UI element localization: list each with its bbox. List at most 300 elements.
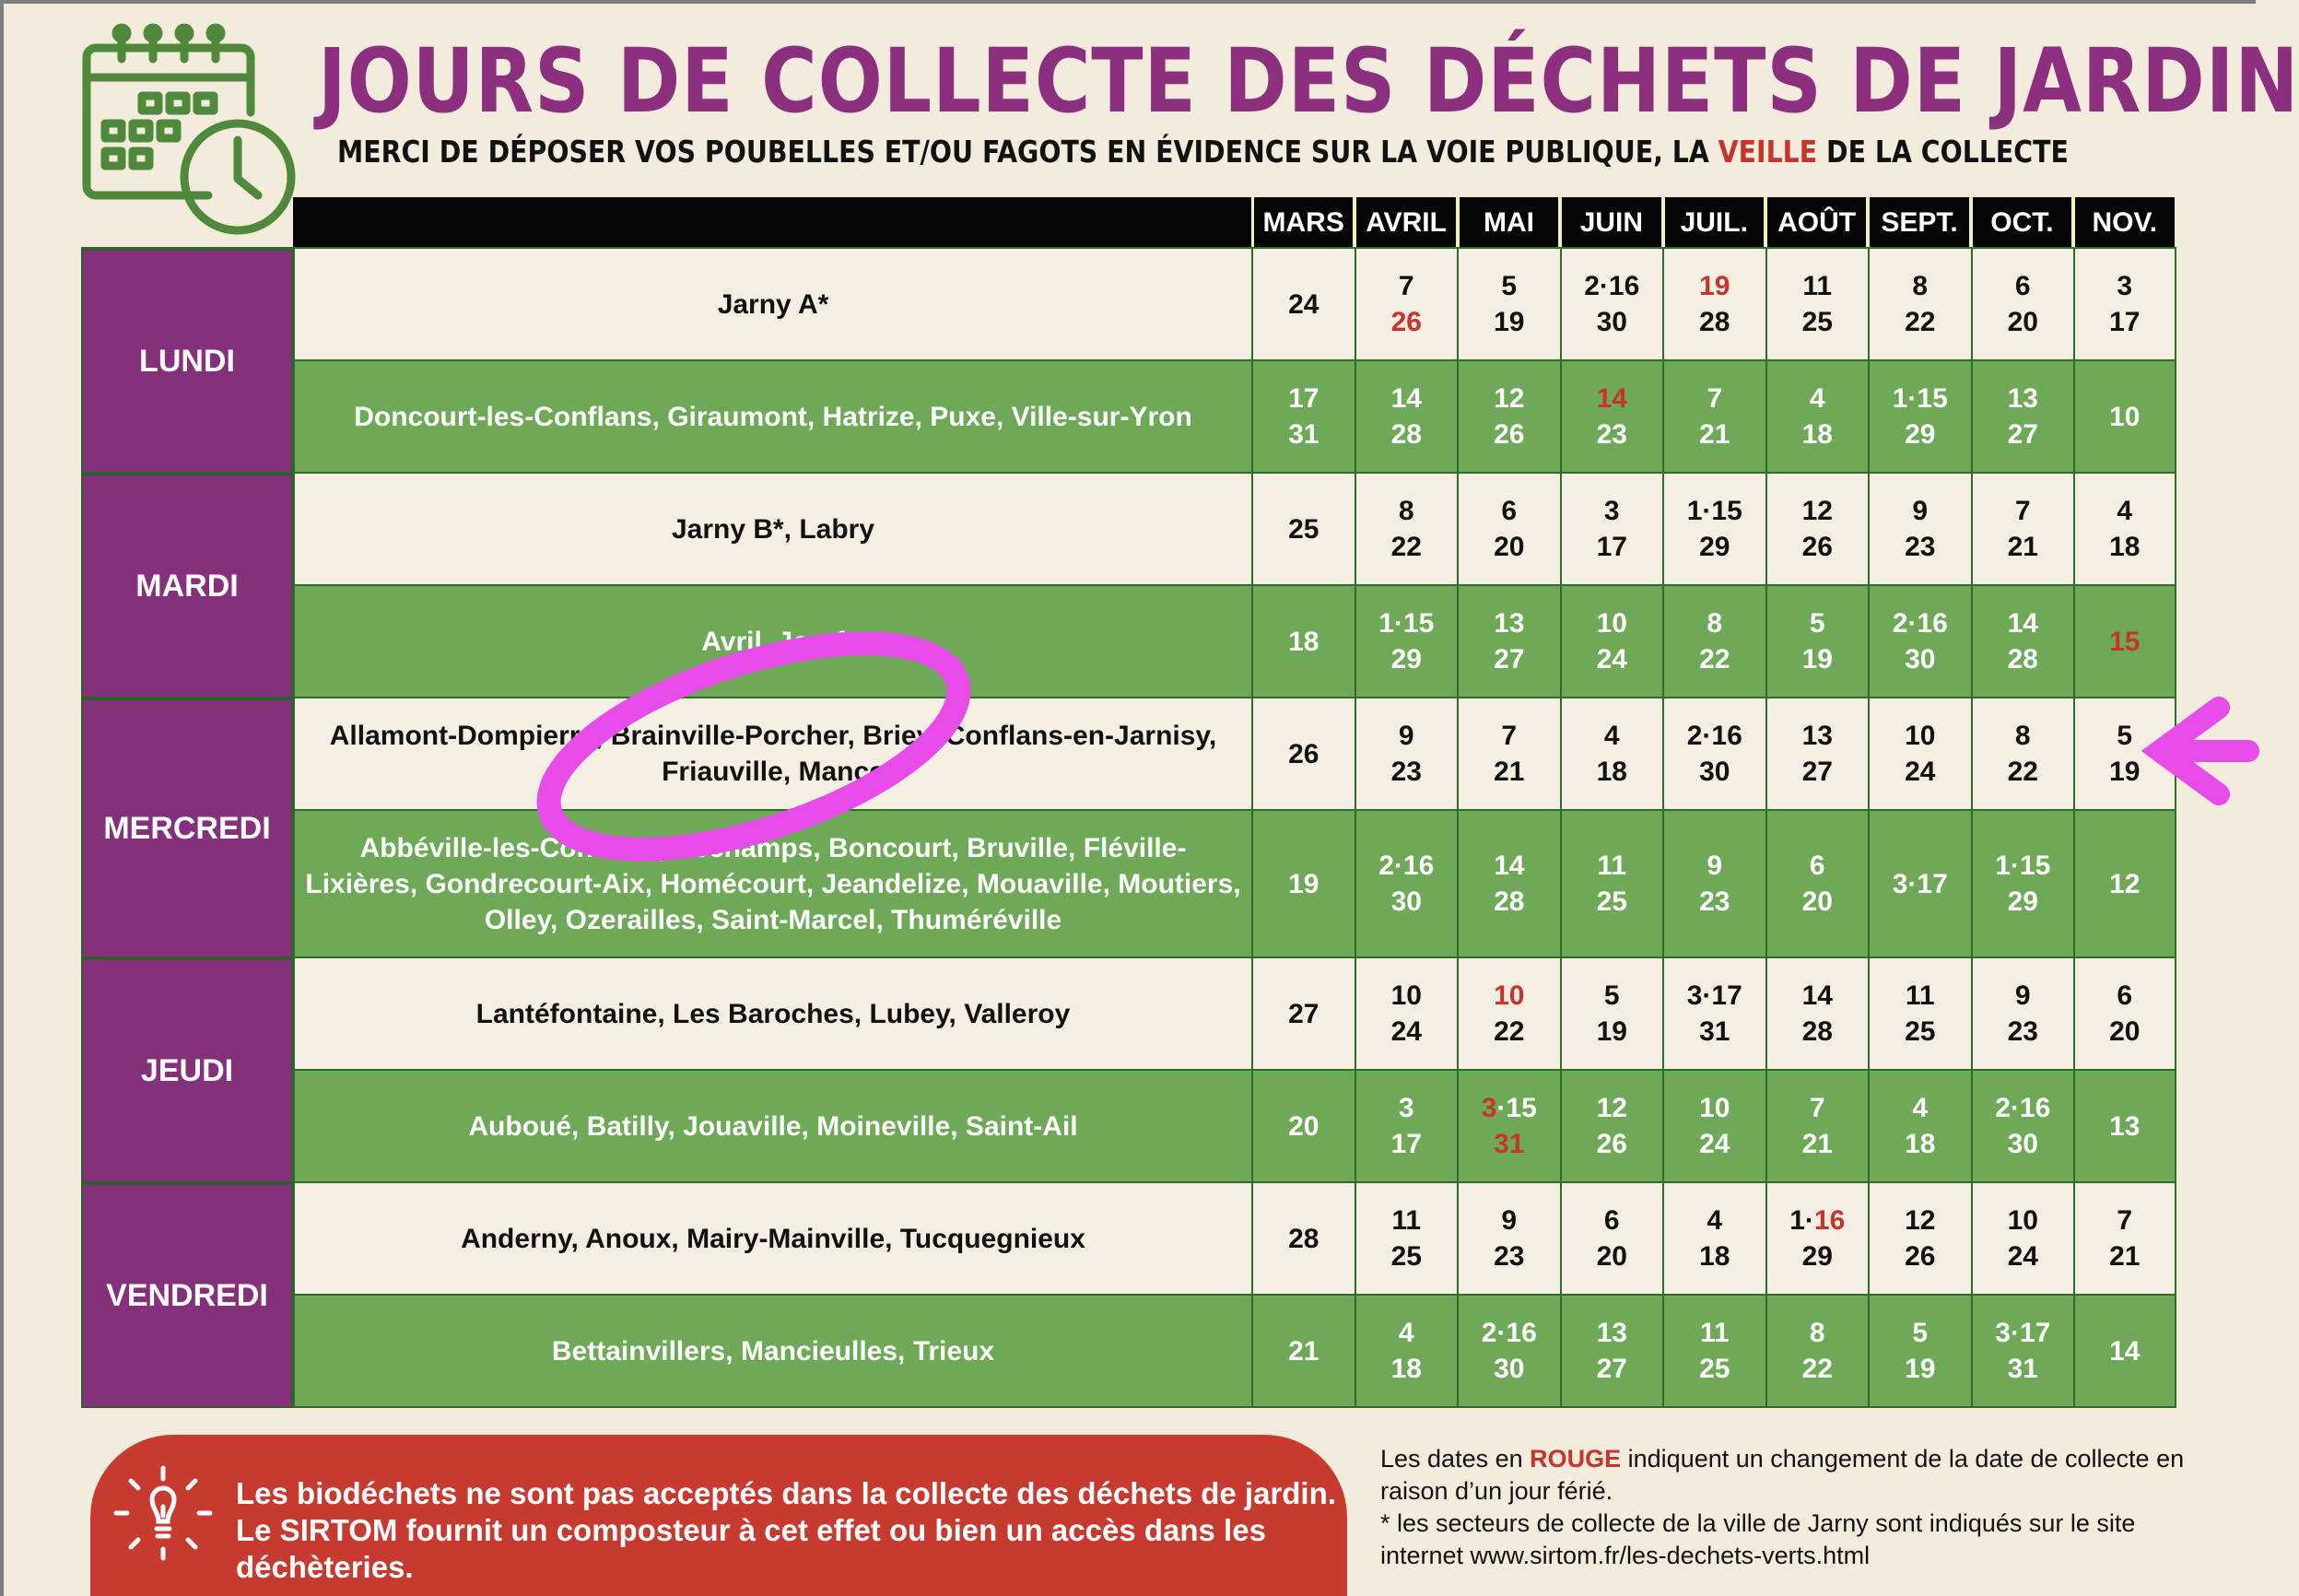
date-cell <box>1662 586 1765 697</box>
date-value: 7 <box>1501 721 1518 751</box>
date-cell <box>1868 249 1971 359</box>
date-value: 1·15 <box>1686 496 1742 526</box>
date-cell <box>1662 958 1765 1069</box>
date-value: 22 <box>1905 307 1936 337</box>
date-value: 4 <box>1912 1093 1929 1123</box>
date-value: 8 <box>1707 608 1723 639</box>
date-cell <box>1868 1183 1971 1294</box>
date-value: 19 <box>1699 271 1730 301</box>
date-value: 7 <box>1809 1093 1825 1123</box>
date-value: 23 <box>1390 757 1422 787</box>
date-cell <box>1251 1071 1355 1181</box>
date-cell <box>1765 474 1869 584</box>
date-value: 30 <box>1905 644 1936 675</box>
date-value: 4 <box>1809 383 1825 414</box>
date-cell <box>1868 698 1971 809</box>
date-value: 17 <box>1288 383 1320 414</box>
month-header-0: MARS <box>1251 197 1354 248</box>
date-value: 10 <box>1390 980 1422 1011</box>
date-value: 19 <box>1801 644 1833 675</box>
date-cell <box>2073 361 2176 472</box>
date-value: 24 <box>1288 288 1320 320</box>
commune-list: Lantéfontaine, Les Baroches, Lubey, Valleroy <box>293 958 1251 1069</box>
date-cell <box>1251 958 1355 1069</box>
date-cell <box>1251 698 1355 809</box>
date-value: 11 <box>1391 1205 1422 1236</box>
date-value: 3 <box>1398 1093 1414 1123</box>
date-cell <box>1765 1071 1869 1181</box>
date-cell <box>2073 811 2176 956</box>
date-cell <box>1868 361 1971 472</box>
subtitle-text: MERCI DE DÉPOSER VOS POUBELLES ET/OU FAGOTS EN ÉVIDENCE SUR LA VOIE PUBLIQUE, LA <box>337 134 1718 170</box>
date-value: 5 <box>2117 721 2133 751</box>
date-value: 17 <box>1390 1129 1422 1159</box>
calendar-clock-icon <box>77 20 299 241</box>
date-value: 20 <box>1288 1110 1320 1142</box>
date-cell <box>1662 361 1765 472</box>
date-cell <box>1251 361 1355 472</box>
table-row <box>293 958 2176 1071</box>
date-value: 4 <box>1707 1205 1723 1236</box>
date-cell <box>1457 1296 1560 1406</box>
date-value: 26 <box>1288 738 1320 769</box>
month-headers <box>1251 197 2176 248</box>
notice-text: Les biodéchets ne sont pas acceptés dans la collecte des déchets de jardin. Le SIRTOM fournit un composteur à cet effet ou bien un accès dans les déchèteries. <box>236 1476 1336 1584</box>
date-value: 28 <box>1699 307 1730 337</box>
date-value: 30 <box>1494 1354 1525 1384</box>
date-cell <box>1765 698 1869 809</box>
date-value: 24 <box>1390 1016 1422 1047</box>
date-value: 1·16 <box>1789 1205 1846 1236</box>
date-value: 10 <box>1905 721 1936 751</box>
date-cell <box>1868 1296 1971 1406</box>
date-value: 11 <box>1597 851 1627 881</box>
date-cell <box>1355 586 1458 697</box>
date-value: 5 <box>1603 980 1620 1011</box>
date-cell <box>2073 698 2176 809</box>
date-value: 6 <box>2117 980 2133 1011</box>
date-value: 22 <box>1390 532 1422 562</box>
date-value: 2·16 <box>1686 721 1742 751</box>
date-value: 14 <box>1596 383 1627 414</box>
subtitle-text-end: DE LA COLLECTE <box>1817 134 2069 170</box>
date-value: 7 <box>2014 496 2031 526</box>
commune-list: Avril, Jœuf <box>293 586 1251 697</box>
date-value: 18 <box>1905 1129 1936 1159</box>
footnote <box>1380 1443 2191 1572</box>
date-value: 17 <box>2109 307 2141 337</box>
date-value: 2·16 <box>1892 608 1948 639</box>
date-value: 27 <box>1494 644 1525 675</box>
date-cell <box>2073 249 2176 359</box>
date-cell <box>1765 958 1869 1069</box>
date-cell <box>1560 586 1663 697</box>
commune-list: Doncourt-les-Conflans, Giraumont, Hatrize, Puxe, Ville-sur-Yron <box>293 361 1251 472</box>
date-cell <box>1971 1296 2074 1406</box>
date-value: 5 <box>1912 1318 1929 1348</box>
date-value: 28 <box>1801 1016 1833 1047</box>
date-value: 26 <box>1390 307 1422 337</box>
date-value: 23 <box>1494 1241 1525 1272</box>
date-cell <box>1662 1071 1765 1181</box>
biodechets-notice <box>90 1435 1347 1596</box>
date-value: 21 <box>2109 1241 2141 1272</box>
date-value: 31 <box>1494 1129 1525 1159</box>
date-cell <box>1251 1183 1355 1294</box>
date-value: 24 <box>1699 1129 1730 1159</box>
date-value: 3·17 <box>1995 1318 2051 1348</box>
date-value: 26 <box>1801 532 1833 562</box>
date-value: 2·16 <box>1584 271 1640 301</box>
date-cell <box>1457 586 1560 697</box>
date-value: 11 <box>1905 980 1935 1011</box>
subtitle-highlight: VEILLE <box>1718 134 1818 170</box>
date-cell <box>1560 249 1663 359</box>
commune-list: Anderny, Anoux, Mairy-Mainville, Tucquegnieux <box>293 1183 1251 1294</box>
date-value: 2·16 <box>1995 1093 2051 1123</box>
date-cell <box>2073 1071 2176 1181</box>
date-value: 6 <box>1603 1205 1620 1236</box>
date-value: 3 <box>1603 496 1620 526</box>
footnote-highlight: ROUGE <box>1530 1445 1622 1473</box>
date-cell <box>1251 811 1355 956</box>
collection-table <box>293 249 2176 1408</box>
date-value: 20 <box>1494 532 1525 562</box>
date-value: 7 <box>1398 271 1414 301</box>
date-cell <box>1251 249 1355 359</box>
date-value: 6 <box>2014 271 2031 301</box>
date-value: 25 <box>1390 1241 1422 1272</box>
date-cell <box>1457 361 1560 472</box>
date-cell <box>1560 958 1663 1069</box>
date-cell <box>1355 958 1458 1069</box>
date-value: 12 <box>1494 383 1525 414</box>
lightbulb-icon <box>111 1462 212 1564</box>
footnote-red-dates <box>1380 1443 2191 1508</box>
date-value: 29 <box>1390 644 1422 675</box>
date-cell <box>2073 474 2176 584</box>
day-label-lundi: LUNDI <box>81 249 293 474</box>
date-value: 8 <box>1398 496 1414 526</box>
date-value: 11 <box>1802 271 1833 301</box>
date-cell <box>1355 698 1458 809</box>
date-value: 28 <box>1390 419 1422 450</box>
table-row <box>293 586 2176 698</box>
date-value: 9 <box>1707 851 1723 881</box>
date-value: 15 <box>2109 626 2141 657</box>
date-value: 27 <box>1288 998 1320 1029</box>
date-cell <box>1971 811 2074 956</box>
date-value: 8 <box>1912 271 1929 301</box>
month-header-5: AOÛT <box>1765 197 1867 248</box>
date-value: 21 <box>1288 1335 1320 1367</box>
date-cell <box>1765 1183 1869 1294</box>
date-value: 21 <box>1494 757 1525 787</box>
date-value: 28 <box>1288 1223 1320 1254</box>
date-value: 14 <box>2109 1335 2141 1367</box>
date-cell <box>1662 1296 1765 1406</box>
date-value: 10 <box>2109 401 2141 432</box>
month-header-1: AVRIL <box>1354 197 1456 248</box>
date-cell <box>2073 958 2176 1069</box>
date-cell <box>1662 249 1765 359</box>
date-value: 2·16 <box>1378 851 1435 881</box>
page-subtitle <box>337 131 2069 173</box>
date-cell <box>1662 698 1765 809</box>
date-value: 8 <box>1809 1318 1825 1348</box>
date-value: 30 <box>1699 757 1730 787</box>
date-value: 31 <box>2007 1354 2038 1384</box>
date-value: 26 <box>1596 1129 1627 1159</box>
date-cell <box>1765 586 1869 697</box>
date-cell <box>1971 586 2074 697</box>
date-value: 18 <box>1801 419 1833 450</box>
date-value: 29 <box>1801 1241 1833 1272</box>
commune-list: Abbéville-les-Conflans, Béchamps, Boncourt, Bruville, Fléville-Lixières, Gondrecourt-Aix, Homécourt, Jeandelize, Mouaville, Moutiers, Olley, Ozerailles, Saint-Marcel, Thuméréville <box>293 811 1251 956</box>
date-cell <box>1560 811 1663 956</box>
date-cell <box>1457 1183 1560 1294</box>
commune-list: Jarny A* <box>293 249 1251 359</box>
date-cell <box>1355 474 1458 584</box>
date-value: 19 <box>1905 1354 1936 1384</box>
date-cell <box>1971 1183 2074 1294</box>
date-cell <box>1971 361 2074 472</box>
date-value: 5 <box>1501 271 1518 301</box>
date-value: 12 <box>1801 496 1833 526</box>
table-row <box>293 811 2176 958</box>
date-cell <box>1457 811 1560 956</box>
date-cell <box>1560 474 1663 584</box>
frame-border-top <box>0 0 2256 4</box>
date-cell <box>1457 249 1560 359</box>
date-cell <box>1355 1071 1458 1181</box>
date-value: 23 <box>1905 532 1936 562</box>
date-value: 14 <box>2007 608 2038 639</box>
date-value: 26 <box>1905 1241 1936 1272</box>
date-value: 10 <box>1596 608 1627 639</box>
date-value: 29 <box>1699 532 1730 562</box>
date-value: 22 <box>2007 757 2038 787</box>
date-value: 9 <box>1501 1205 1518 1236</box>
frame-border-left <box>0 0 4 1596</box>
table-row <box>293 249 2176 361</box>
month-header-4: JUIL. <box>1662 197 1765 248</box>
date-cell <box>1971 958 2074 1069</box>
date-value: 25 <box>1905 1016 1936 1047</box>
date-cell <box>1765 1296 1869 1406</box>
day-label-mercredi: MERCREDI <box>81 698 293 958</box>
date-value: 3·15 <box>1481 1093 1537 1123</box>
date-cell <box>1765 249 1869 359</box>
date-value: 27 <box>1596 1354 1627 1384</box>
table-row <box>293 1296 2176 1408</box>
date-value: 28 <box>1494 886 1525 917</box>
date-value: 17 <box>1596 532 1627 562</box>
date-cell <box>1662 811 1765 956</box>
commune-list: Jarny B*, Labry <box>293 474 1251 584</box>
date-value: 13 <box>1596 1318 1627 1348</box>
date-value: 12 <box>2109 868 2141 899</box>
date-cell <box>1355 1183 1458 1294</box>
date-cell <box>1971 249 2074 359</box>
date-value: 18 <box>1390 1354 1422 1384</box>
date-value: 21 <box>2007 532 2038 562</box>
date-value: 5 <box>1809 608 1825 639</box>
date-value: 10 <box>2007 1205 2038 1236</box>
date-value: 7 <box>1707 383 1723 414</box>
table-row <box>293 474 2176 586</box>
date-cell <box>1457 698 1560 809</box>
date-value: 18 <box>1288 626 1320 657</box>
date-cell <box>1662 474 1765 584</box>
date-value: 10 <box>1494 980 1525 1011</box>
month-header-8: NOV. <box>2072 197 2175 248</box>
date-value: 11 <box>1699 1318 1730 1348</box>
date-value: 13 <box>1801 721 1833 751</box>
table-row <box>293 1071 2176 1183</box>
date-value: 23 <box>1596 419 1627 450</box>
date-value: 19 <box>1494 307 1525 337</box>
date-cell <box>1868 586 1971 697</box>
date-value: 18 <box>2109 532 2141 562</box>
day-label-jeudi: JEUDI <box>81 958 293 1183</box>
date-value: 27 <box>1801 757 1833 787</box>
month-header-3: JUIN <box>1559 197 1661 248</box>
date-cell <box>2073 1183 2176 1294</box>
commune-list: Bettainvillers, Mancieulles, Trieux <box>293 1296 1251 1406</box>
date-value: 14 <box>1801 980 1833 1011</box>
date-cell <box>1765 811 1869 956</box>
date-value: 25 <box>1801 307 1833 337</box>
page-title: JOURS DE COLLECTE DES DÉCHETS DE JARDIN <box>318 29 2299 133</box>
footnote-text-end: indiquent un changement de la date de collecte en raison d’un jour férié. <box>1380 1445 2185 1505</box>
date-value: 31 <box>1288 419 1320 450</box>
date-cell <box>1457 958 1560 1069</box>
date-cell <box>1971 1071 2074 1181</box>
date-value: 9 <box>1398 721 1414 751</box>
date-value: 13 <box>2007 383 2038 414</box>
date-cell <box>1560 1296 1663 1406</box>
date-value: 3·17 <box>1892 868 1948 899</box>
date-value: 9 <box>2014 980 2031 1011</box>
footnote-jarny: * les secteurs de collecte de la ville de Jarny sont indiqués sur le site internet www.sirtom.fr/les-dechets-verts.html <box>1380 1509 2136 1569</box>
footnote-text: Les dates en <box>1380 1445 1531 1473</box>
table-row <box>293 1183 2176 1296</box>
date-value: 12 <box>1596 1093 1627 1123</box>
date-value: 13 <box>2109 1110 2141 1142</box>
date-value: 29 <box>1905 419 1936 450</box>
date-cell <box>1457 1071 1560 1181</box>
date-cell <box>1560 1183 1663 1294</box>
date-value: 24 <box>1596 644 1627 675</box>
date-value: 6 <box>1501 496 1518 526</box>
date-cell <box>1662 1183 1765 1294</box>
date-value: 20 <box>2007 307 2038 337</box>
date-value: 30 <box>1390 886 1422 917</box>
month-header-6: SEPT. <box>1867 197 1969 248</box>
date-value: 21 <box>1801 1129 1833 1159</box>
date-value: 21 <box>1699 419 1730 450</box>
date-cell <box>1251 1296 1355 1406</box>
date-cell <box>1971 698 2074 809</box>
date-value: 22 <box>1699 644 1730 675</box>
date-cell <box>1457 474 1560 584</box>
date-value: 22 <box>1494 1016 1525 1047</box>
month-header-7: OCT. <box>1970 197 2072 248</box>
date-value: 4 <box>2117 496 2133 526</box>
date-cell <box>1560 698 1663 809</box>
date-value: 8 <box>2014 721 2031 751</box>
date-value: 4 <box>1603 721 1620 751</box>
date-cell <box>1868 958 1971 1069</box>
date-value: 1·15 <box>1378 608 1435 639</box>
commune-list: Auboué, Batilly, Jouaville, Moineville, Saint-Ail <box>293 1071 1251 1181</box>
date-value: 13 <box>1494 608 1525 639</box>
date-value: 31 <box>1699 1016 1730 1047</box>
date-value: 10 <box>1699 1093 1730 1123</box>
date-value: 26 <box>1494 419 1525 450</box>
date-value: 25 <box>1288 513 1320 545</box>
date-cell <box>2073 586 2176 697</box>
date-value: 1·15 <box>1892 383 1948 414</box>
date-cell <box>1765 361 1869 472</box>
date-value: 20 <box>1596 1241 1627 1272</box>
date-cell <box>1560 361 1663 472</box>
date-value: 24 <box>1905 757 1936 787</box>
date-value: 14 <box>1494 851 1525 881</box>
date-cell <box>2073 1296 2176 1406</box>
date-value: 3·17 <box>1686 980 1742 1011</box>
date-value: 19 <box>1288 868 1320 899</box>
date-value: 2·16 <box>1481 1318 1537 1348</box>
commune-list: Allamont-Dompierre, Brainville-Porcher, Briey, Conflans-en-Jarnisy, Friauville, Mance <box>293 698 1251 809</box>
date-cell <box>1868 474 1971 584</box>
date-cell <box>1251 586 1355 697</box>
date-value: 23 <box>2007 1016 2038 1047</box>
date-value: 4 <box>1398 1318 1414 1348</box>
table-row <box>293 698 2176 811</box>
date-value: 20 <box>2109 1016 2141 1047</box>
date-cell <box>1560 1071 1663 1181</box>
date-value: 20 <box>1801 886 1833 917</box>
date-value: 19 <box>2109 757 2141 787</box>
date-value: 29 <box>2007 886 2038 917</box>
day-label-vendredi: VENDREDI <box>81 1183 293 1408</box>
date-value: 22 <box>1801 1354 1833 1384</box>
date-value: 12 <box>1905 1205 1936 1236</box>
date-cell <box>1971 474 2074 584</box>
date-value: 30 <box>1596 307 1627 337</box>
month-header-2: MAI <box>1457 197 1559 248</box>
date-value: 25 <box>1699 1354 1730 1384</box>
date-value: 1·15 <box>1995 851 2051 881</box>
date-value: 6 <box>1809 851 1825 881</box>
date-value: 18 <box>1596 757 1627 787</box>
date-value: 7 <box>2117 1205 2133 1236</box>
date-value: 24 <box>2007 1241 2038 1272</box>
table-row <box>293 361 2176 474</box>
date-cell <box>1868 1071 1971 1181</box>
date-value: 23 <box>1699 886 1730 917</box>
date-value: 3 <box>2117 271 2133 301</box>
date-value: 14 <box>1390 383 1422 414</box>
date-value: 19 <box>1596 1016 1627 1047</box>
date-value: 28 <box>2007 644 2038 675</box>
date-value: 27 <box>2007 419 2038 450</box>
date-cell <box>1355 249 1458 359</box>
date-value: 9 <box>1912 496 1929 526</box>
date-cell <box>1251 474 1355 584</box>
